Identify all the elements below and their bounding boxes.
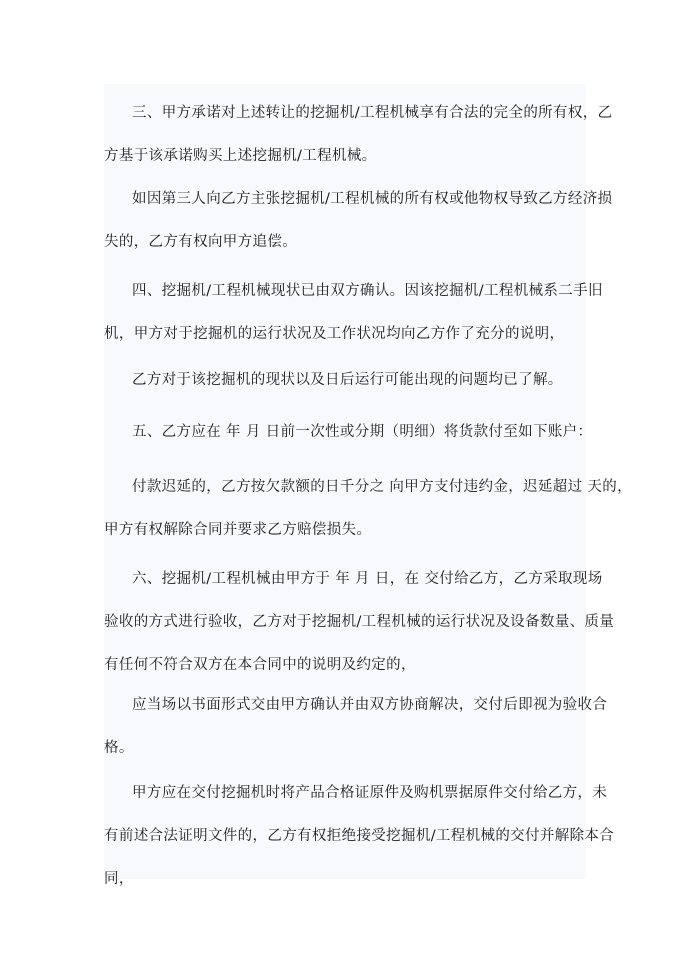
paragraph-3	[104, 92, 613, 178]
text-line: 如因第三人向乙方主张挖掘机/工程机械的所有权或他物权导致乙方经济损	[132, 191, 613, 207]
text-line: 机，甲方对于挖掘机的运行状况及工作状况均向乙方作了充分的说明，	[104, 326, 565, 342]
paragraph-5	[104, 411, 593, 454]
paragraph-acceptance	[104, 684, 608, 770]
text-line: 同，	[104, 871, 134, 887]
text-line: 有任何不符合双方在本合同中的说明及约定的，	[104, 657, 416, 673]
text-line: 失的，乙方有权向甲方追偿。	[104, 234, 298, 250]
text-line: 方基于该承诺购买上述挖掘机/工程机械。	[104, 148, 377, 164]
text-line: 格。	[104, 740, 134, 756]
paragraph-late-payment	[104, 466, 632, 552]
text-line: 三、甲方承诺对上述转让的挖掘机/工程机械享有合法的完全的所有权，乙	[132, 105, 613, 121]
paragraph-third-party-claim	[104, 178, 613, 264]
paragraph-4	[104, 270, 603, 356]
text-line: 甲方应在交付挖掘机时将产品合格证原件及购机票据原件交付给乙方，未	[132, 785, 608, 801]
text-block	[104, 84, 632, 887]
paragraph-6	[104, 558, 615, 687]
text-line: 有前述合法证明文件的，乙方有权拒绝接受挖掘机/工程机械的交付并解除本合	[104, 828, 615, 844]
text-line: 四、挖掘机/工程机械现状已由双方确认。因该挖掘机/工程机械系二手旧	[132, 283, 603, 299]
text-line: 六、挖掘机/工程机械由甲方于 年 月 日，在 交付给乙方，乙方采取现场	[132, 571, 603, 587]
paragraph-condition-known	[104, 359, 586, 402]
text-line: 乙方对于该挖掘机的现状以及日后运行可能出现的问题均已了解。	[132, 372, 563, 388]
text-line: 甲方有权解除合同并要求乙方赔偿损失。	[104, 522, 372, 538]
text-line: 验收的方式进行验收，乙方对于挖掘机/工程机械的运行状况及设备数量、质量	[104, 614, 615, 630]
text-line: 应当场以书面形式交由甲方确认并由双方协商解决，交付后即视为验收合	[132, 697, 608, 713]
text-line: 五、乙方应在 年 月 日前一次性或分期（明细）将货款付至如下账户：	[132, 424, 593, 440]
paragraph-certificates	[104, 772, 615, 901]
text-line: 付款迟延的，乙方按欠款额的日千分之 向甲方支付违约金，迟延超过 天的，	[132, 479, 632, 495]
